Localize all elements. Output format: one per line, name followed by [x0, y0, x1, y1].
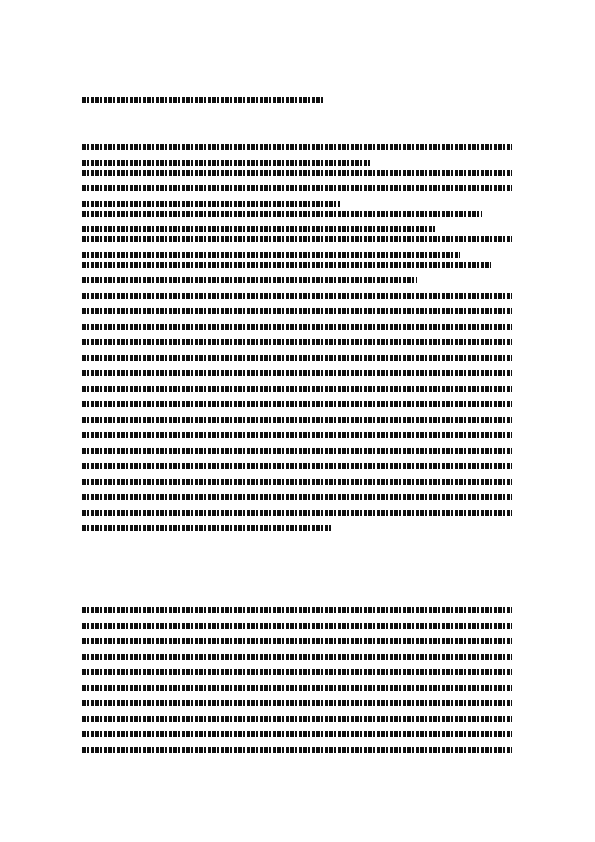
text-line	[82, 510, 512, 516]
text-line	[82, 277, 417, 283]
text-line	[82, 463, 512, 469]
text-line	[82, 97, 323, 103]
text-line	[82, 144, 512, 150]
text-line	[82, 716, 512, 722]
text-line	[82, 160, 370, 166]
text-line	[82, 386, 512, 392]
text-line	[82, 654, 512, 660]
text-line	[82, 494, 512, 500]
text-line	[82, 623, 512, 629]
text-line	[82, 201, 340, 207]
text-line	[82, 669, 512, 675]
text-line	[82, 170, 512, 176]
text-line	[82, 293, 512, 299]
text-line	[82, 226, 435, 232]
text-line	[82, 432, 512, 438]
text-line	[82, 401, 512, 407]
text-line	[82, 607, 512, 613]
text-line	[82, 731, 512, 737]
text-line	[82, 685, 512, 691]
text-line	[82, 525, 331, 531]
text-line	[82, 370, 512, 376]
text-line	[82, 747, 512, 753]
document-heading	[82, 97, 512, 113]
body-text-section-1	[82, 144, 512, 541]
text-line	[82, 700, 512, 706]
text-line	[82, 479, 512, 485]
text-line	[82, 417, 512, 423]
text-line	[82, 448, 512, 454]
text-line	[82, 211, 482, 217]
text-line	[82, 185, 512, 191]
text-line	[82, 638, 512, 644]
text-line	[82, 252, 460, 258]
text-line	[82, 262, 491, 268]
body-text-section-2	[82, 607, 512, 762]
text-line	[82, 236, 512, 242]
text-line	[82, 308, 512, 314]
text-line	[82, 339, 512, 345]
text-line	[82, 324, 512, 330]
text-line	[82, 355, 512, 361]
